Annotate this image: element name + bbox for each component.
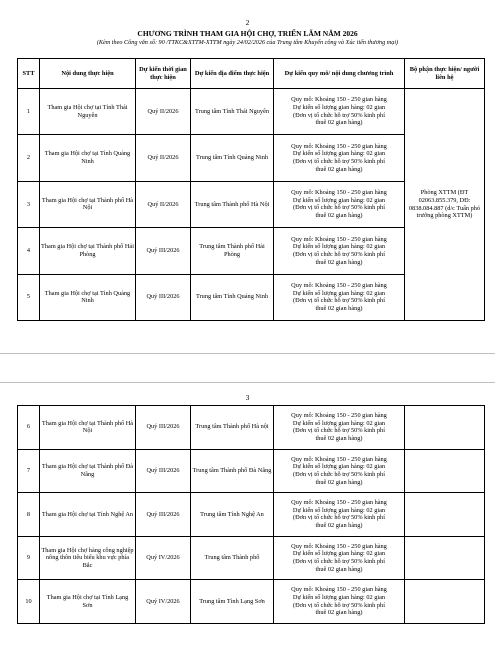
- header-time: Dự kiến thời gian thực hiện: [136, 59, 191, 89]
- table-header-row: [18, 59, 485, 89]
- row-time: Quý III/2026: [136, 493, 191, 537]
- header-content: Nội dung thực hiện: [40, 59, 136, 89]
- scope-line: Quy mô: Khoảng 150 - 250 gian hàng: [291, 189, 387, 197]
- row-place: Trung tâm Tỉnh Quảng Ninh: [191, 135, 274, 181]
- row-department-empty: [405, 449, 485, 493]
- table-row: [18, 580, 485, 624]
- row-time: Quý IV/2026: [136, 536, 191, 580]
- header-place: Dự kiến địa điểm thực hiện: [191, 59, 274, 89]
- row-content: Tham gia Hội chợ tại Thành phố Hà Nội: [40, 406, 136, 450]
- scope-line: Quy mô: Khoảng 150 - 250 gian hàng: [291, 142, 387, 150]
- row-content: Tham gia Hội chợ tại Tỉnh Lạng Sơn: [40, 580, 136, 624]
- scope-line: (Đơn vị tổ chức hỗ trợ 50% kinh phí: [293, 514, 385, 522]
- scope-line: Dự kiến số lượng gian hàng: 02 gian: [292, 289, 386, 297]
- scope-line: Quy mô: Khoảng 150 - 250 gian hàng: [291, 235, 387, 243]
- program-table-page-2: [17, 405, 485, 624]
- row-department-empty: [405, 493, 485, 537]
- scope-line: (Đơn vị tổ chức hỗ trợ 50% kinh phí: [293, 558, 385, 566]
- scope-line: Quy mô: Khoảng 150 - 250 gian hàng: [291, 542, 387, 550]
- scope-line: Dự kiến số lượng gian hàng: 02 gian: [292, 550, 386, 558]
- row-stt: 3: [18, 181, 40, 227]
- scope-line: thuê 02 gian hàng): [315, 478, 363, 486]
- page-number: 2: [245, 18, 250, 27]
- row-scope: [274, 274, 405, 320]
- program-table-page-1: [17, 58, 485, 321]
- row-content: Tham gia Hội chợ tại Tỉnh Quảng Ninh: [40, 274, 136, 320]
- row-scope: [274, 493, 405, 537]
- row-place: Trung tâm Tỉnh Quảng Ninh: [191, 274, 274, 320]
- row-scope: [274, 536, 405, 580]
- row-place: Trung tâm Thành phố Đà Nẵng: [191, 449, 274, 493]
- scope-line: (Đơn vị tổ chức hỗ trợ 50% kinh phí: [293, 204, 385, 212]
- row-stt: 2: [18, 135, 40, 181]
- scope-line: Quy mô: Khoảng 150 - 250 gian hàng: [291, 455, 387, 463]
- row-place: Trung tâm Tỉnh Nghệ An: [191, 493, 274, 537]
- row-time: Quý III/2026: [136, 449, 191, 493]
- row-content: Tham gia Hội chợ tại Tỉnh Quảng Ninh: [40, 135, 136, 181]
- scope-line: Quy mô: Khoảng 150 - 250 gian hàng: [291, 281, 387, 289]
- row-scope: [274, 228, 405, 274]
- row-stt: 1: [18, 89, 40, 135]
- header-stt: STT: [18, 59, 40, 89]
- row-department-empty: [405, 536, 485, 580]
- row-content: Tham gia Hội chợ tại Tỉnh Thái Nguyên: [40, 89, 136, 135]
- scope-line: thuê 02 gian hàng): [315, 165, 363, 173]
- scope-line: Quy mô: Khoảng 150 - 250 gian hàng: [291, 499, 387, 507]
- scope-line: Dự kiến số lượng gian hàng: 02 gian: [292, 150, 386, 158]
- scope-line: Dự kiến số lượng gian hàng: 02 gian: [292, 104, 386, 112]
- row-time: Quý III/2026: [136, 406, 191, 450]
- scope-line: (Đơn vị tổ chức hỗ trợ 50% kinh phí: [293, 111, 385, 119]
- table-row: [18, 89, 485, 135]
- scope-line: thuê 02 gian hàng): [315, 434, 363, 442]
- table-row: [18, 449, 485, 493]
- row-place: Trung tâm Tỉnh Lạng Sơn: [191, 580, 274, 624]
- row-scope: [274, 135, 405, 181]
- scope-line: thuê 02 gian hàng): [315, 258, 363, 266]
- row-time: Quý II/2026: [136, 181, 191, 227]
- scope-line: Dự kiến số lượng gian hàng: 02 gian: [292, 196, 386, 204]
- scope-line: Dự kiến số lượng gian hàng: 02 gian: [292, 463, 386, 471]
- row-stt: 6: [18, 406, 40, 450]
- row-stt: 8: [18, 493, 40, 537]
- row-scope: [274, 406, 405, 450]
- row-content: Tham gia Hội chợ tại Tỉnh Nghệ An: [40, 493, 136, 537]
- row-time: Quý III/2026: [136, 228, 191, 274]
- row-place: Trung tâm Thành phố Hà Nội: [191, 181, 274, 227]
- document-subtitle: (Kèm theo Công văn số: 90 /TTKC&XTTM-XTTM ngày 24/02/2026 của Trung tâm Khuyến công và Xúc tiến thương mại): [96, 39, 399, 46]
- document-title: CHƯƠNG TRÌNH THAM GIA HỘI CHỢ, TRIỂN LÃM NĂM 2026: [137, 29, 358, 38]
- row-stt: 7: [18, 449, 40, 493]
- row-scope: [274, 449, 405, 493]
- scope-line: Dự kiến số lượng gian hàng: 02 gian: [292, 243, 386, 251]
- row-time: Quý II/2026: [136, 89, 191, 135]
- scope-line: Quy mô: Khoảng 150 - 250 gian hàng: [291, 586, 387, 594]
- row-department-empty: [405, 580, 485, 624]
- row-content: Tham gia Hội chợ hàng công nghiệp nông thôn tiêu biểu khu vực phía Bắc: [40, 536, 136, 580]
- row-place: Trung tâm Thành phố Hà nội: [191, 406, 274, 450]
- scope-line: thuê 02 gian hàng): [315, 565, 363, 573]
- scope-line: Dự kiến số lượng gian hàng: 02 gian: [292, 419, 386, 427]
- table-row: [18, 536, 485, 580]
- page-separator: [0, 382, 495, 383]
- scope-line: (Đơn vị tổ chức hỗ trợ 50% kinh phí: [293, 470, 385, 478]
- row-department: Phòng XTTM (ĐT 02063.855.379, DĐ: 0838.084.887 (d/c Tuấn phó trưởng phòng XTTM): [405, 89, 485, 321]
- row-time: Quý II/2026: [136, 135, 191, 181]
- scope-line: thuê 02 gian hàng): [315, 522, 363, 530]
- scope-line: (Đơn vị tổ chức hỗ trợ 50% kinh phí: [293, 297, 385, 305]
- scope-line: (Đơn vị tổ chức hỗ trợ 50% kinh phí: [293, 601, 385, 609]
- scope-line: (Đơn vị tổ chức hỗ trợ 50% kinh phí: [293, 427, 385, 435]
- row-stt: 10: [18, 580, 40, 624]
- row-time: Quý III/2026: [136, 274, 191, 320]
- row-content: Tham gia Hội chợ tại Thành phố Hải Phòng: [40, 228, 136, 274]
- scope-line: (Đơn vị tổ chức hỗ trợ 50% kinh phí: [293, 158, 385, 166]
- row-stt: 4: [18, 228, 40, 274]
- page-separator: [0, 353, 495, 354]
- scope-line: Dự kiến số lượng gian hàng: 02 gian: [292, 506, 386, 514]
- row-department-empty: [405, 406, 485, 450]
- scope-line: Quy mô: Khoảng 150 - 250 gian hàng: [291, 411, 387, 419]
- row-place: Trung tâm Tỉnh Thái Nguyên: [191, 89, 274, 135]
- row-content: Tham gia Hội chợ tại Thành phố Đà Nẵng: [40, 449, 136, 493]
- scope-line: thuê 02 gian hàng): [315, 119, 363, 127]
- row-time: Quý IV/2026: [136, 580, 191, 624]
- row-scope: [274, 181, 405, 227]
- table-row: [18, 493, 485, 537]
- scope-line: Dự kiến số lượng gian hàng: 02 gian: [292, 594, 386, 602]
- scope-line: thuê 02 gian hàng): [315, 609, 363, 617]
- row-place: Trung tâm Thành phố: [191, 536, 274, 580]
- header-scope: Dự kiến quy mô/ nội dung chương trình: [274, 59, 405, 89]
- scope-line: Quy mô: Khoảng 150 - 250 gian hàng: [291, 96, 387, 104]
- scope-line: (Đơn vị tổ chức hỗ trợ 50% kinh phí: [293, 250, 385, 258]
- row-place: Trung tâm Thành phố Hải Phòng: [191, 228, 274, 274]
- row-stt: 9: [18, 536, 40, 580]
- scope-line: thuê 02 gian hàng): [315, 304, 363, 312]
- row-scope: [274, 580, 405, 624]
- table-row: [18, 406, 485, 450]
- page-number: 3: [245, 393, 250, 402]
- row-stt: 5: [18, 274, 40, 320]
- scope-line: thuê 02 gian hàng): [315, 212, 363, 220]
- header-department: Bộ phận thực hiện/ người liên hệ: [405, 59, 485, 89]
- row-scope: [274, 89, 405, 135]
- row-content: Tham gia Hội chợ tại Thành phố Hà Nội: [40, 181, 136, 227]
